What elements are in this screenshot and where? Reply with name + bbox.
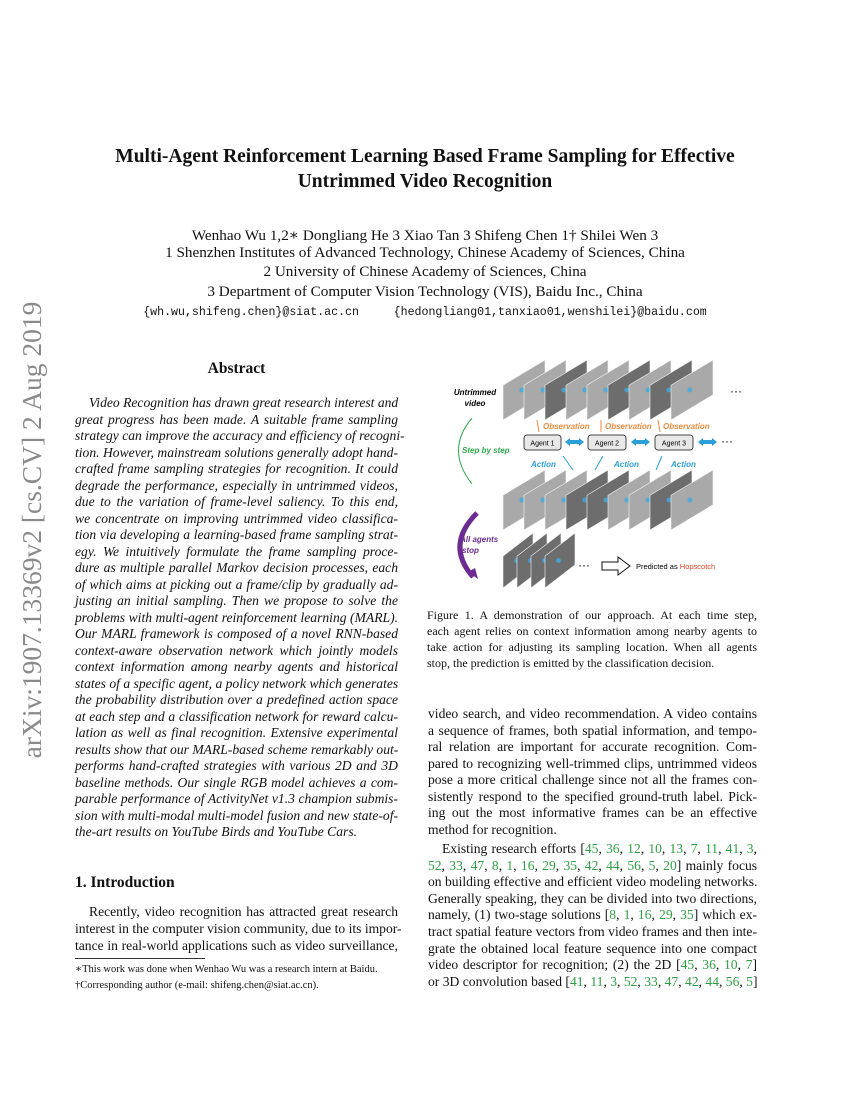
citation-link[interactable]: 33: [449, 857, 463, 873]
text-line: a sequence of frames, both spatial information, and tempo-: [428, 722, 757, 738]
authors: Wenhao Wu 1,2∗ Dongliang He 3 Xiao Tan 3 Shifeng Chen 1† Shilei Wen 3: [191, 227, 659, 244]
text-line: justing an initial sampling. Then we propose to solve the: [75, 593, 398, 608]
text-line: or 3D convolution based [41, 11, 3, 52, 33, 47, 42, 44, 56, 5]: [428, 973, 758, 989]
person-marker: [519, 498, 524, 503]
predicted-class: Hopscotch: [679, 562, 716, 571]
text-line: egy. We intuitively formulate the frame sampling proce-: [75, 543, 398, 559]
citation-link[interactable]: 44: [606, 857, 620, 873]
citation-link[interactable]: 44: [705, 973, 719, 989]
arxiv-identifier: arXiv:1907.13369v2 [cs.CV] 2 Aug 2019: [16, 301, 47, 759]
text-line: performs hand-crafted strategies with various 2D and 3D: [75, 758, 398, 773]
text-line: each agent relies on context information among nearby agents to: [427, 624, 757, 638]
citation-link[interactable]: 36: [606, 841, 620, 856]
person-marker: [561, 498, 566, 503]
final-frames-row: [503, 533, 575, 588]
action-arrows: [563, 456, 662, 470]
citation-link[interactable]: 35: [680, 907, 694, 923]
text-line: the-art results on YouTube Birds and YouTube Cars.: [75, 824, 358, 839]
citation-link[interactable]: 42: [685, 973, 699, 989]
text-line: pose a more critical challenge since not all the frames con-: [428, 772, 757, 787]
citation-link[interactable]: 8: [609, 907, 617, 923]
text-line: method for recognition.: [428, 821, 557, 837]
text-line: great progress has been made. A suitable frame sampling: [75, 411, 398, 427]
text-line: on building effective and efficient video modeling networks.: [428, 874, 758, 890]
citation-link[interactable]: 3: [746, 841, 754, 856]
all-agents-stop-arrow: [460, 513, 477, 577]
text-line: results show that our MARL-based scheme remarkably out-: [75, 741, 399, 757]
text-line: grate the obtained local feature sequence into one compact: [428, 940, 757, 956]
agent-2-label: Agent 2: [594, 440, 620, 448]
text-line: due to the variation of frame-level saliency. To this end,: [75, 494, 398, 509]
text-line: strategy can improve the accuracy and efficiency of recogni-: [75, 428, 405, 443]
person-marker: [666, 498, 671, 503]
footnote-2: †Corresponding author (e-mail: shifeng.chen@siat.ac.cn).: [75, 980, 319, 991]
citation-link[interactable]: 47: [664, 973, 679, 989]
citation-link[interactable]: 11: [704, 841, 719, 856]
untrimmed-frames-row: [503, 360, 713, 420]
person-marker: [561, 388, 566, 393]
text-line: crafted frame sampling strategies for recognition. It could: [75, 461, 398, 476]
text-line: at each step and a classification network for reward calcu-: [75, 708, 398, 724]
text-line: sistently respond to the specified ground-truth label. Pick-: [428, 788, 757, 804]
citation-link[interactable]: 10: [648, 841, 662, 856]
emails: {wh.wu,shifeng.chen}@siat.ac.cn {hedongliang01,tanxiao01,wenshilei}@baidu.com: [143, 306, 707, 319]
citation-link[interactable]: 29: [659, 907, 673, 923]
citation-link[interactable]: 1: [506, 857, 514, 873]
text-line: states of a specific agent, a policy network which generates: [75, 675, 399, 691]
affiliation-3: 3 Department of Computer Vision Technology (VIS), Baidu Inc., China: [207, 283, 643, 300]
ellipsis-top: ···: [730, 384, 742, 398]
text-line: ral relation are important for accurate recognition. Com-: [428, 739, 757, 754]
text-line: the probability distribution over a predefined action space: [75, 692, 398, 707]
person-marker: [645, 388, 650, 393]
person-marker: [666, 388, 671, 393]
citation-link[interactable]: 8: [491, 857, 499, 873]
text-line: interest in the computer vision community, due to its impor-: [75, 921, 402, 936]
paper-title-line-1: Multi-Agent Reinforcement Learning Based Frame Sampling for Effective: [115, 146, 735, 167]
person-marker: [540, 498, 545, 503]
untrimmed-label-1: Untrimmed: [453, 388, 497, 397]
figure-1-diagram: [440, 350, 770, 590]
text-line: lation as well as final recognition. Extensive experimental: [75, 725, 398, 740]
citation-link[interactable]: 45: [584, 841, 599, 856]
paper-title-line-2: Untrimmed Video Recognition: [297, 171, 553, 192]
observation-label-2: Observation: [605, 422, 652, 431]
ellipsis-agents: ···: [721, 434, 733, 448]
person-marker: [519, 388, 524, 393]
text-line: Recently, video recognition has attracted great research: [89, 904, 398, 919]
citation-link[interactable]: 5: [746, 973, 753, 989]
text-line: problems with multi-agent reinforcement learning (MARL).: [75, 609, 398, 625]
text-line: of which aims at picking out a frame/clip by gradually ad-: [75, 576, 398, 592]
citation-link[interactable]: 7: [745, 957, 753, 973]
ellipsis-bottom: ···: [578, 558, 590, 572]
all-agents-label-1: All agents: [460, 535, 499, 544]
person-marker: [540, 388, 545, 393]
text-line: tion via developing a learning-based frame sampling strat-: [75, 527, 398, 542]
footnote-1: ∗This work was done when Wenhao Wu was a research intern at Baidu.: [75, 964, 378, 975]
citation-link[interactable]: 56: [627, 857, 641, 873]
agent-3-label: Agent 3: [661, 440, 687, 448]
citation-link[interactable]: 1: [623, 907, 631, 923]
citation-link[interactable]: 52: [428, 857, 442, 873]
observation-label-3: Observation: [663, 422, 710, 431]
person-marker: [687, 498, 692, 503]
text-line: ing out the most informative frames can be an effective: [428, 805, 757, 820]
person-marker: [624, 388, 629, 393]
action-label-1: Action: [531, 460, 556, 469]
observation-label-1: Observation: [543, 422, 590, 431]
person-marker: [624, 498, 629, 503]
text-line: baseline methods. Our single RGB model achieves a com-: [75, 774, 398, 790]
citation-link[interactable]: 41: [725, 841, 740, 856]
citation-link[interactable]: 16: [637, 907, 652, 923]
text-line: video descriptor for recognition; (2) the 2D [45, 36, 10, 7]: [428, 957, 758, 973]
citation-link[interactable]: 20: [663, 857, 677, 873]
citation-link[interactable]: 13: [669, 841, 684, 856]
citation-link[interactable]: 35: [563, 857, 578, 873]
citation-link[interactable]: 7: [690, 841, 698, 856]
sampled-frames-row: [503, 470, 713, 530]
text-line: video search, and video recommendation. A video contains: [428, 706, 757, 721]
abstract-heading: Abstract: [207, 360, 266, 377]
text-line: Figure 1. A demonstration of our approach. At each time step,: [427, 608, 757, 622]
all-agents-label-2: stop: [462, 546, 479, 555]
text-line: tance in real-world applications such as video surveillance,: [75, 938, 398, 953]
affiliation-1: 1 Shenzhen Institutes of Advanced Technology, Chinese Academy of Sciences, China: [165, 244, 685, 261]
text-line: take action for adjusting its sampling location. When all agents: [427, 640, 757, 654]
agent-1-label: Agent 1: [530, 440, 555, 448]
citation-link[interactable]: 36: [702, 957, 716, 973]
citation-link[interactable]: 52: [623, 973, 638, 989]
prediction-text: Predicted as Hopscotch: [636, 562, 716, 571]
text-line: parable performance of ActivityNet v1.3 champion submis-: [75, 791, 398, 806]
text-line: context-aware observation network which jointly models: [75, 642, 398, 658]
citation-link[interactable]: 12: [627, 841, 641, 856]
citation-link[interactable]: 47: [470, 857, 485, 873]
intro-heading: 1. Introduction: [75, 874, 175, 891]
text-line: stop, the prediction is emitted by the classification decision.: [427, 656, 715, 670]
person-marker: [582, 498, 587, 503]
text-line: tract spatial feature vectors from video frames and then inte-: [428, 924, 757, 939]
citation-link[interactable]: 5: [648, 857, 656, 873]
text-line: context information among nearby agents and historical: [75, 659, 398, 674]
person-marker: [645, 498, 650, 503]
citation-link[interactable]: 56: [725, 973, 740, 989]
text-line: tion. However, mainstream solutions generally adopt hand-: [75, 444, 398, 460]
text-line: namely, (1) two-stage solutions [8, 1, 16, 29, 35] which ex-: [428, 907, 758, 923]
text-line: Existing research efforts [45, 36, 12, 10, 13, 7, 11, 41, 3,: [442, 841, 757, 856]
prediction-arrow: [602, 557, 630, 575]
text-line: we concentrate on improving untrimmed video classifica-: [75, 510, 398, 526]
text-line: Video Recognition has drawn great research interest and: [89, 395, 399, 410]
person-marker: [603, 388, 608, 393]
text-line: degrade the performance, especially in untrimmed videos,: [75, 477, 398, 493]
untrimmed-label-2: video: [464, 399, 486, 408]
citation-link[interactable]: 45: [680, 957, 695, 973]
citation-link[interactable]: 16: [520, 857, 535, 873]
text-line: sion with multi-modal multi-model fusion and new state-of-: [75, 807, 398, 823]
citation-link[interactable]: 42: [584, 857, 599, 873]
footnote-separator: [75, 958, 205, 959]
affiliation-2: 2 University of Chinese Academy of Sciences, China: [263, 263, 587, 280]
citation-link[interactable]: 3: [610, 973, 618, 989]
text-line: Generally speaking, they can be divided into two directions,: [428, 890, 757, 906]
citation-link[interactable]: 33: [644, 973, 658, 989]
citation-link[interactable]: 11: [590, 973, 604, 989]
text-line: 52, 33, 47, 8, 1, 16, 29, 35, 42, 44, 56, 5, 20] mainly focus: [428, 857, 758, 873]
step-by-step-label: Step by step: [462, 446, 510, 455]
person-marker: [556, 558, 561, 563]
citation-link[interactable]: 41: [569, 973, 584, 989]
action-label-3: Action: [671, 460, 696, 469]
citation-link[interactable]: 29: [542, 857, 556, 873]
person-marker: [603, 498, 608, 503]
text-line: Our MARL framework is composed of a novel RNN-based: [75, 626, 398, 641]
citation-link[interactable]: 10: [724, 957, 738, 973]
action-label-2: Action: [614, 460, 639, 469]
text-line: pared to recognizing well-trimmed clips, untrimmed videos: [428, 755, 757, 771]
text-line: dure as multiple parallel Markov decision processes, each: [75, 560, 398, 575]
person-marker: [687, 388, 692, 393]
person-marker: [582, 388, 587, 393]
